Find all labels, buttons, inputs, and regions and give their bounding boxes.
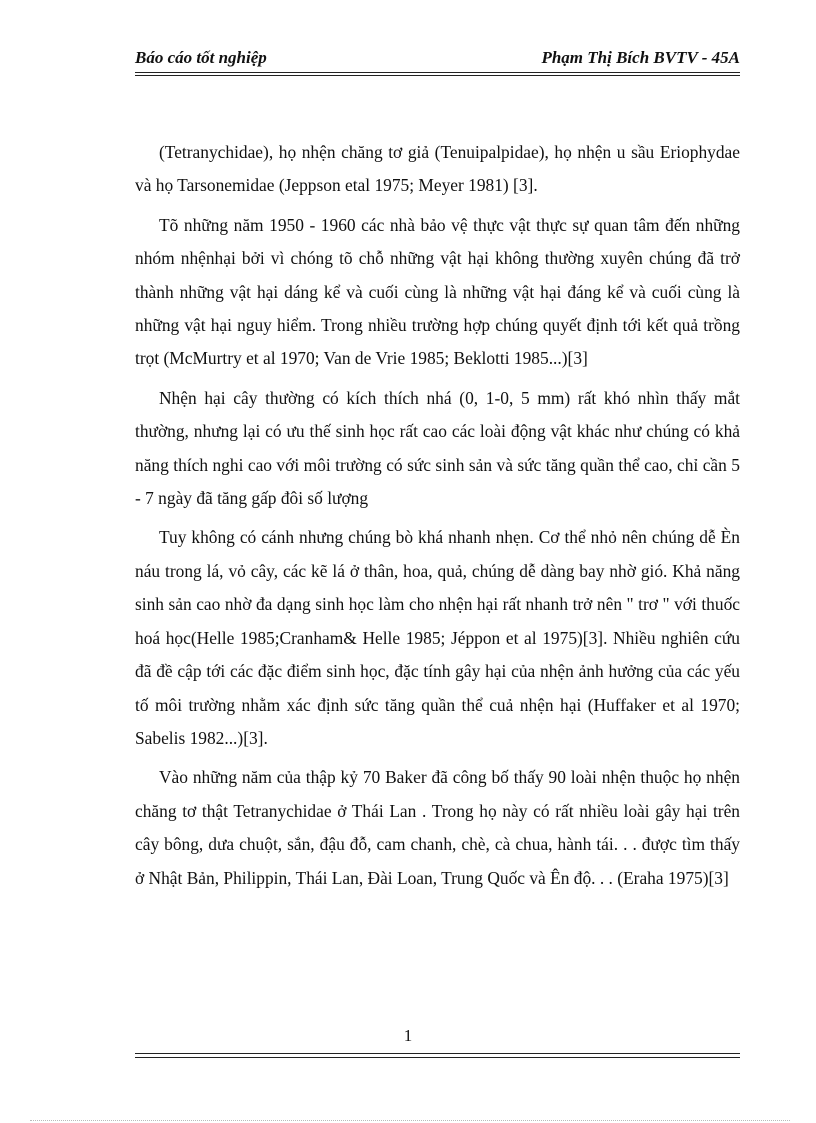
body-text: [135, 136, 740, 901]
paragraph-5: Vào những năm của thập kỷ 70 Baker đã công bố thấy 90 loài nhện thuộc họ nhện chăng tơ thật Tetranychidae ở Thái Lan . Trong họ này có rất nhiều loài gây hại trên cây bông, dưa chuột, sắn, đậu đỗ, cam chanh, chè, cà chua, hành tái. . . được tìm thấy ở Nhật Bản, Philippin, Thái Lan, Đài Loan, Trung Quốc và Ên độ. . . (Eraha 1975)[3]: [135, 767, 740, 888]
header-author: Phạm Thị Bích BVTV - 45A: [541, 48, 740, 67]
header-divider: [135, 72, 740, 76]
page-header: [135, 44, 740, 74]
paragraph-1: (Tetranychidae), họ nhện chăng tơ giả (Tenuipalpidae), họ nhện u sầu Eriophydae và họ Tarsonemidae (Jeppson etal 1975; Meyer 1981) [3].: [135, 142, 740, 196]
page-edge-divider: [30, 1120, 790, 1121]
header-report-title: Báo cáo tốt nghiệp: [135, 48, 267, 67]
paragraph-2: Tõ những năm 1950 - 1960 các nhà bảo vệ thực vật thực sự quan tâm đến những nhóm nhệnhại bởi vì chóng tõ chỗ những vật hại không thường xuyên chúng đã trở thành những vật hại dáng kể và cuối cùng là những vật hại đáng kể và cuối cùng là những vật hại nguy hiểm. Trong nhiều trường hợp chúng quyết định tới kết quả trồng trọt (McMurtry et al 1970; Van de Vrie 1985; Beklotti 1985...)[3]: [135, 214, 740, 369]
paragraph-4: Tuy không có cánh nhưng chúng bò khá nhanh nhẹn. Cơ thể nhỏ nên chúng dễ Èn náu trong lá, vỏ cây, các kẽ lá ở thân, hoa, quả, chúng dễ dàng bay nhờ gió. Khả năng sinh sản cao nhờ đa dạng sinh học làm cho nhện hại rất nhanh trở nên " trơ " với thuốc hoá học(Helle 1985;Cranham& Helle 1985; Jéppon et al 1975)[3]. Nhiều nghiên cứu đã đề cập tới các đặc điểm sinh học, đặc tính gây hại của nhện ảnh hưởng của các yếu tố môi trường nhằm xác định sức tăng quần thể cuả nhện hại (Huffaker et al 1970; Sabelis 1982...)[3].: [135, 527, 740, 748]
footer-divider: [135, 1053, 740, 1058]
page-number: 1: [403, 1026, 413, 1045]
paragraph-3: Nhện hại cây thường có kích thích nhá (0, 1-0, 5 mm) rất khó nhìn thấy mắt thường, nhưng lại có ưu thế sinh học rất cao các loài động vật khác như chúng có khả năng thích nghi cao với môi trường có sức sinh sản và sức tăng quần thể cao, chỉ cần 5 - 7 ngày đã tăng gấp đôi số lượng: [135, 387, 740, 509]
